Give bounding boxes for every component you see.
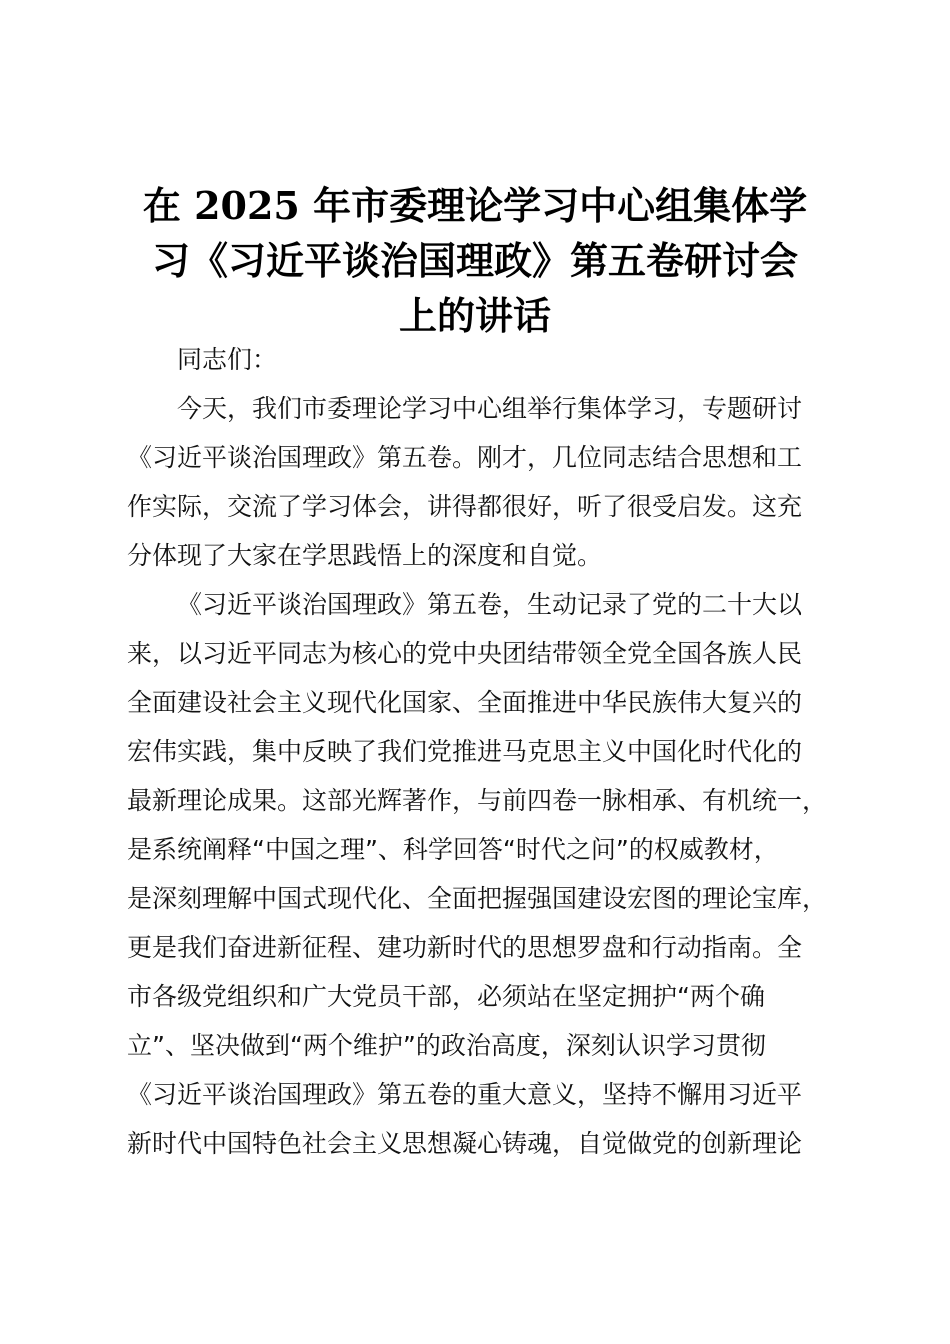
paragraph-line: 全面建设社会主义现代化国家、全面推进中华民族伟大复兴的 — [127, 688, 803, 717]
paragraph-line: 宏伟实践，集中反映了我们党推进马克思主义中国化时代化的 — [127, 737, 803, 766]
paragraph-line: 《习近平谈治国理政》第五卷，生动记录了党的二十大以 — [177, 590, 803, 619]
title-line-3: 上的讲话 — [398, 293, 551, 338]
document-body — [127, 335, 832, 1168]
paragraph-line: 市各级党组织和广大党员干部，必须站在坚定拥护“两个确 — [127, 982, 765, 1011]
paragraph-line: 新时代中国特色社会主义思想凝心铸魂，自觉做党的创新理论 — [127, 1129, 803, 1158]
paragraph-1 — [127, 384, 832, 580]
paragraph-line: 《习近平谈治国理政》第五卷。刚才，几位同志结合思想和工 — [127, 443, 803, 472]
paragraph-line: 作实际，交流了学习体会，讲得都很好，听了很受启发。这充 — [127, 492, 803, 521]
title-line-1: 在 2025 年市委理论学习中心组集体学 — [142, 183, 808, 228]
document-title — [100, 178, 850, 343]
paragraph-line: 是系统阐释“中国之理”、科学回答“时代之问”的权威教材， — [127, 835, 779, 864]
greeting-text: 同志们： — [177, 345, 278, 374]
paragraph-line: 最新理论成果。这部光辉著作，与前四卷一脉相承、有机统一， — [127, 786, 828, 815]
paragraph-line: 今天，我们市委理论学习中心组举行集体学习，专题研讨 — [177, 394, 803, 423]
paragraph-line: 来，以习近平同志为核心的党中央团结带领全党全国各族人民 — [127, 639, 803, 668]
greeting — [127, 335, 832, 384]
paragraph-line: 分体现了大家在学思践悟上的深度和自觉。 — [127, 541, 603, 570]
paragraph-line: 更是我们奋进新征程、建功新时代的思想罗盘和行动指南。全 — [127, 933, 803, 962]
paragraph-2 — [127, 580, 832, 1168]
title-line-2: 习《习近平谈治国理政》第五卷研讨会 — [151, 238, 798, 283]
paragraph-line: 是深刻理解中国式现代化、全面把握强国建设宏图的理论宝库， — [127, 884, 828, 913]
paragraph-line: 立”、坚决做到“两个维护”的政治高度，深刻认识学习贯彻 — [127, 1031, 766, 1060]
paragraph-line: 《习近平谈治国理政》第五卷的重大意义，坚持不懈用习近平 — [127, 1080, 803, 1109]
